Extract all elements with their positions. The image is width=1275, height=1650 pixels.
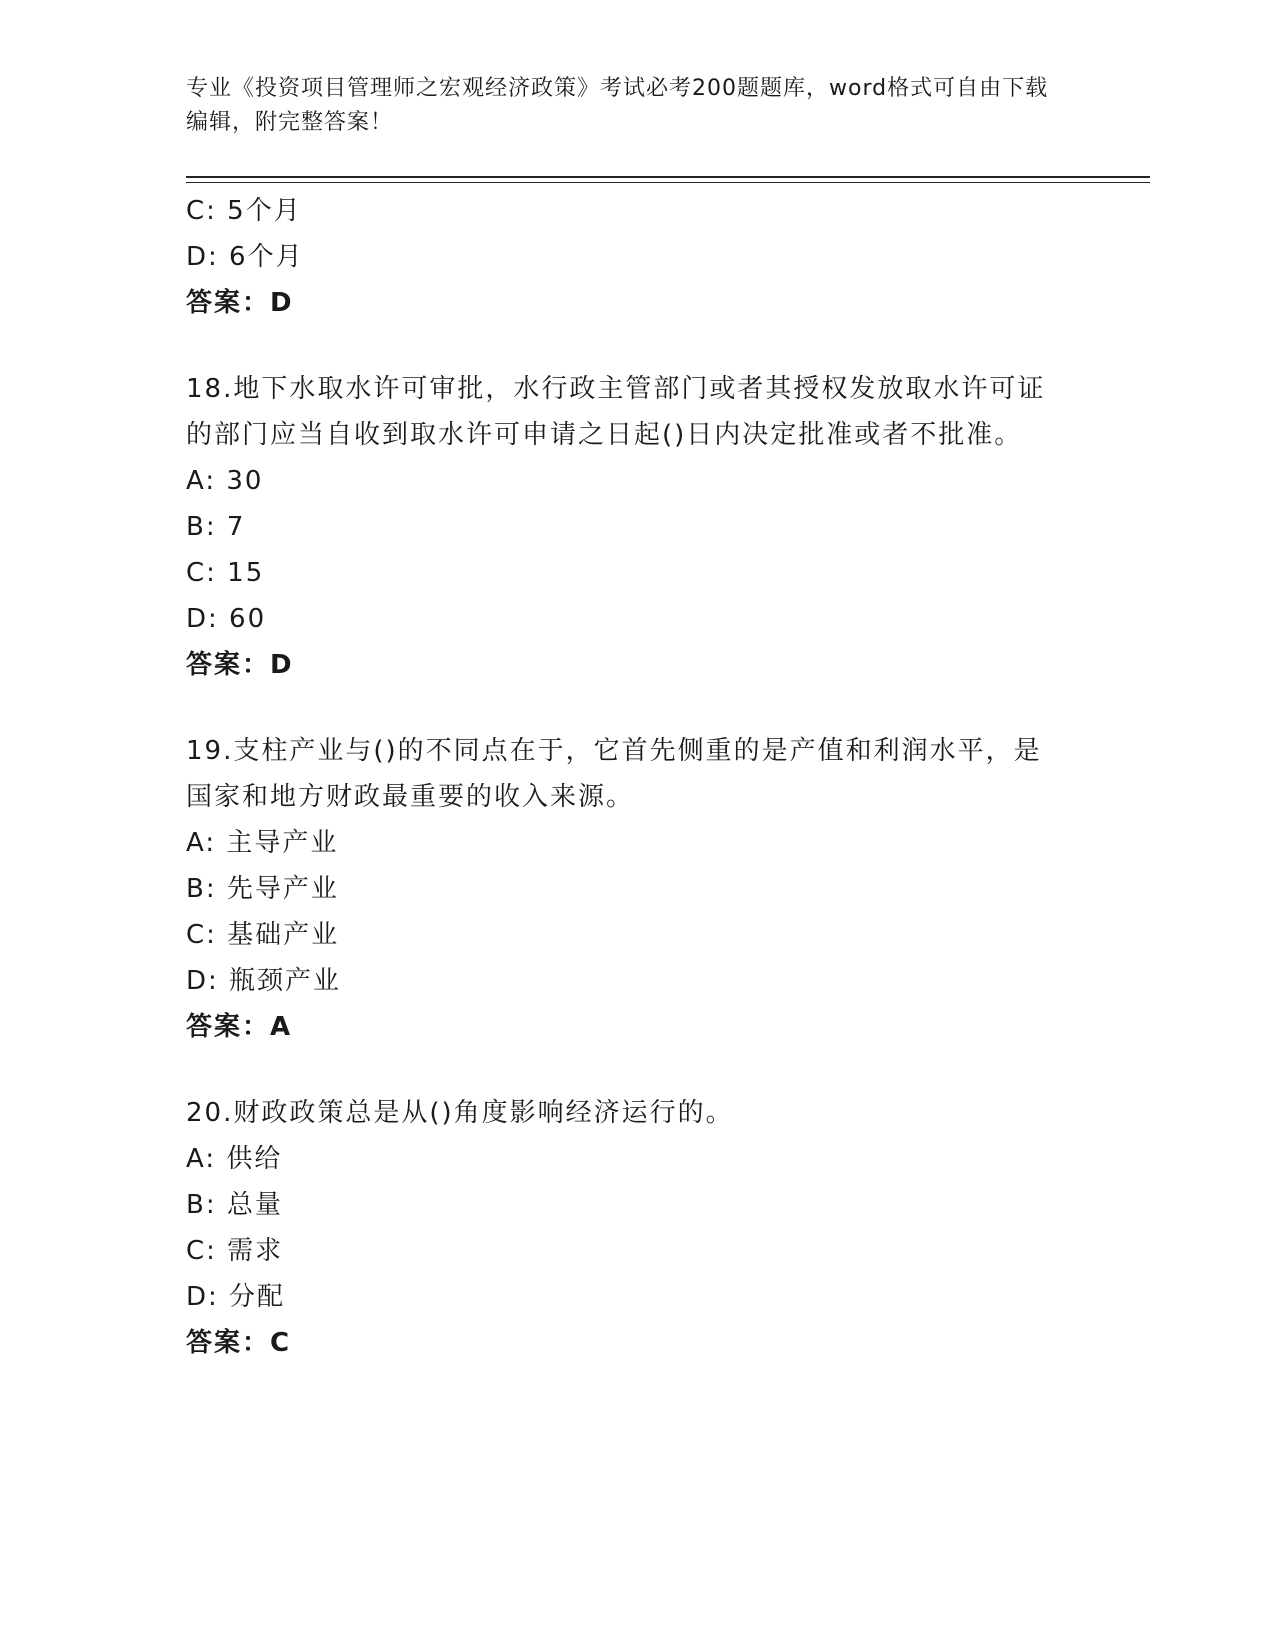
carryover-block	[186, 188, 1066, 326]
option-c: C: 15	[186, 558, 265, 588]
question-item	[186, 1090, 1066, 1366]
question-list	[186, 188, 1066, 1366]
option-a: A: 30	[186, 466, 264, 496]
spacer	[186, 326, 1066, 366]
answer-line: 答案：A	[186, 1012, 293, 1042]
option-d: D: 瓶颈产业	[186, 966, 342, 996]
header-divider-thick	[186, 176, 1150, 178]
question-text: 20.财政政策总是从()角度影响经济运行的。	[186, 1098, 734, 1128]
option-a: A: 主导产业	[186, 828, 339, 858]
answer-line: 答案：D	[186, 288, 294, 318]
option-a: A: 供给	[186, 1144, 283, 1174]
header-divider-thin	[186, 182, 1150, 183]
question-item	[186, 728, 1066, 1050]
option-d: D: 分配	[186, 1282, 286, 1312]
option-c: C: 需求	[186, 1236, 284, 1266]
option-d: D: 6个月	[186, 242, 304, 272]
spacer	[186, 688, 1066, 728]
option-c: C: 基础产业	[186, 920, 340, 950]
option-d: D: 60	[186, 604, 267, 634]
spacer	[186, 1050, 1066, 1090]
option-b: B: 先导产业	[186, 874, 339, 904]
option-b: B: 总量	[186, 1190, 283, 1220]
option-c: C: 5个月	[186, 196, 302, 226]
question-item	[186, 366, 1066, 688]
answer-line: 答案：C	[186, 1328, 292, 1358]
document-header: 专业《投资项目管理师之宏观经济政策》考试必考200题题库，word格式可自由下载编辑，附完整答案！	[186, 76, 1049, 135]
answer-line: 答案：D	[186, 650, 294, 680]
option-b: B: 7	[186, 512, 246, 542]
question-text: 18.地下水取水许可审批，水行政主管部门或者其授权发放取水许可证的部门应当自收到取水许可申请之日起()日内决定批准或者不批准。	[186, 374, 1046, 450]
question-text: 19.支柱产业与()的不同点在于，它首先侧重的是产值和利润水平，是国家和地方财政最重要的收入来源。	[186, 736, 1042, 812]
